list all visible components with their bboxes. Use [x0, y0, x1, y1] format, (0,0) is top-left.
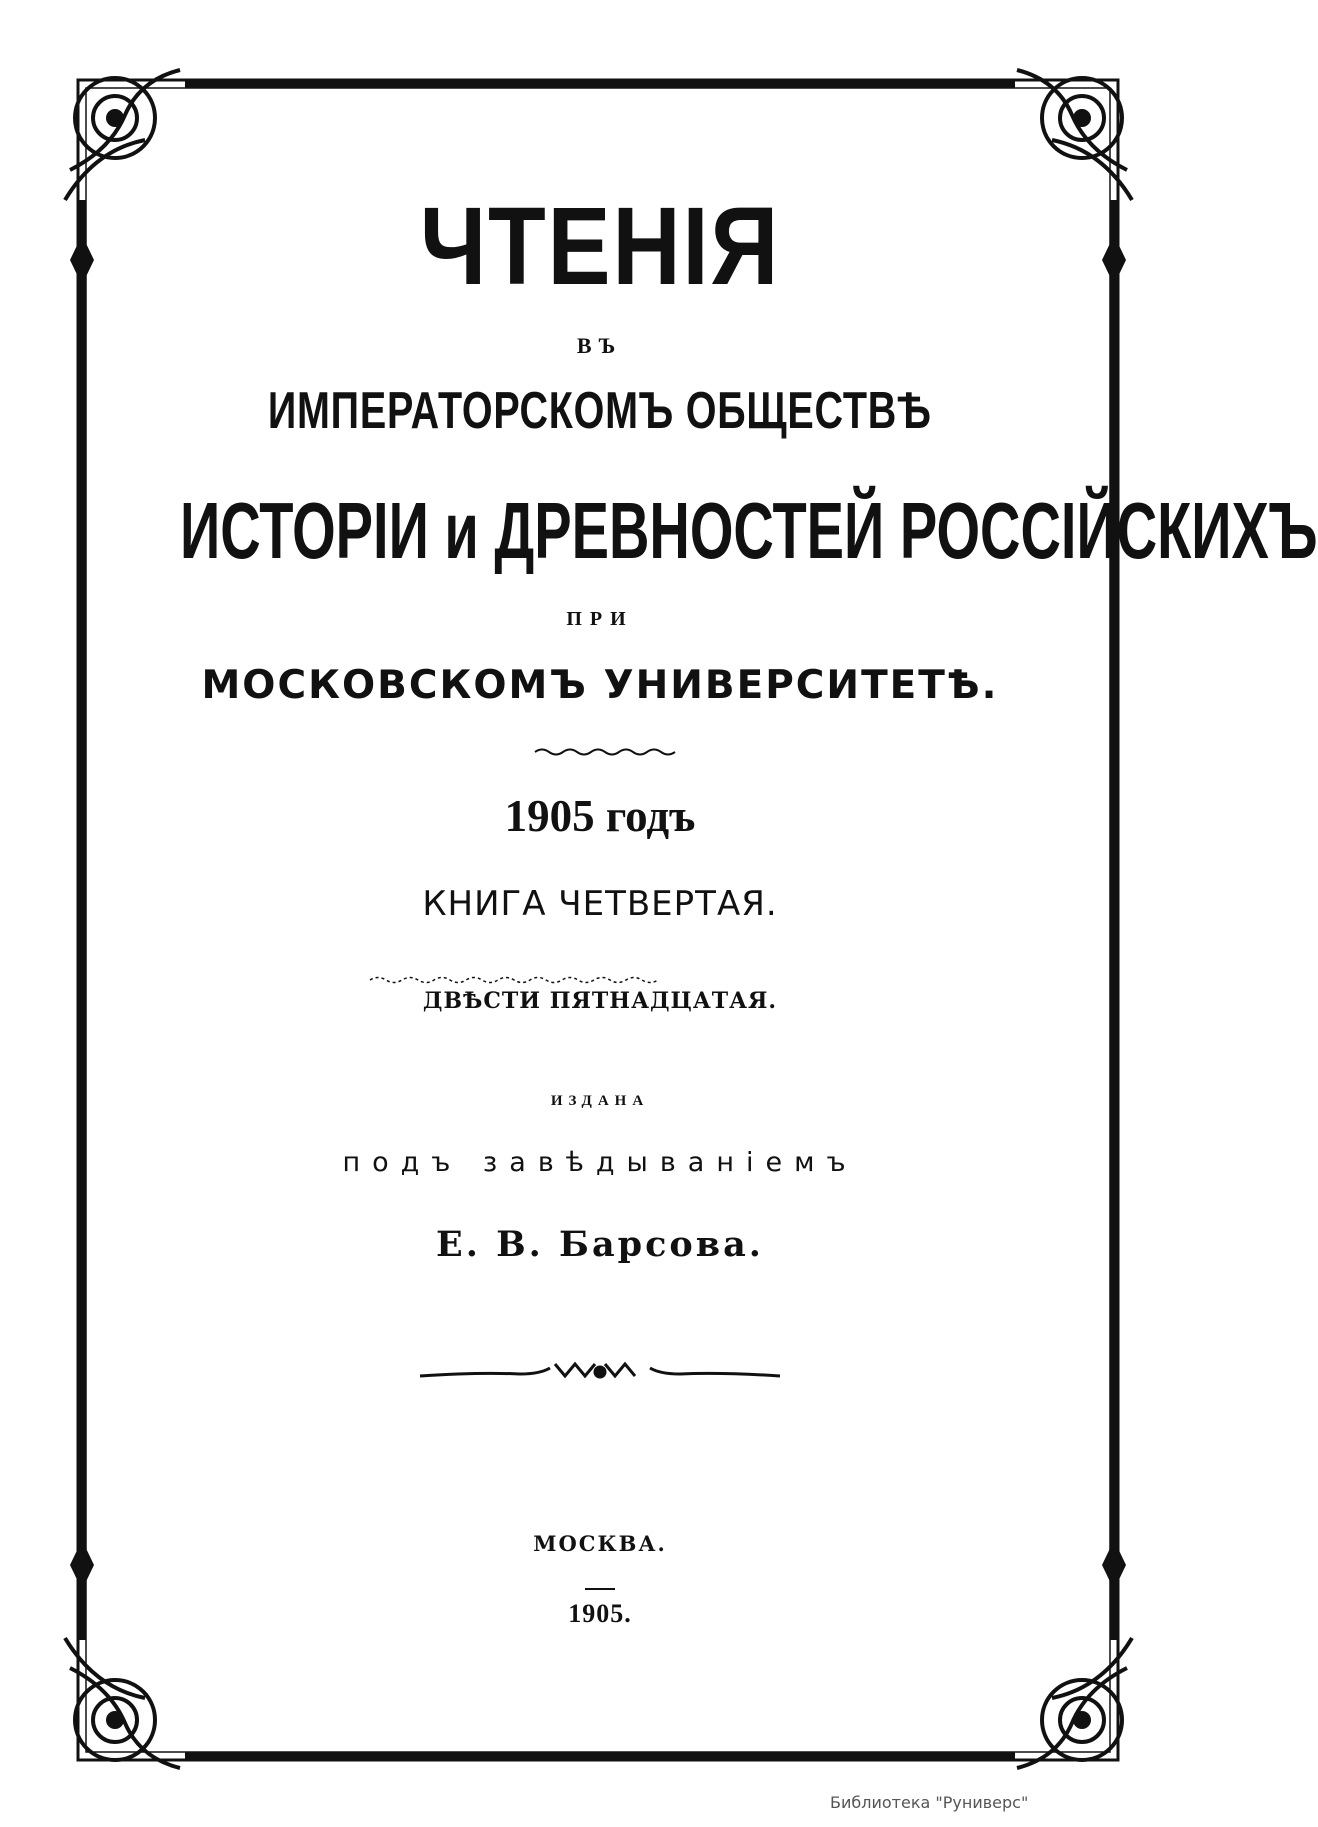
title-chteniya: ЧТЕНІЯ [419, 185, 781, 308]
izdana-line: ИЗДАНА [550, 1093, 650, 1109]
editorship-line: подъ завѣдываніемъ [342, 1147, 858, 1178]
book-number: ДВѢСТИ ПЯТНАДЦАТАЯ. [422, 988, 778, 1014]
editor-name: Е. В. Барсова. [436, 1224, 764, 1265]
corner-ornament-top-left [65, 70, 180, 200]
publication-city: МОСКВА. [533, 1531, 667, 1556]
book-line: КНИГА ЧЕТВЕРТАЯ. [422, 884, 778, 924]
pri-line: ПРИ [566, 608, 634, 630]
corner-ornament-top-right [1017, 70, 1132, 200]
preposition-v: ВЪ [576, 333, 624, 358]
dotted-rule [370, 978, 658, 983]
corner-ornament-bottom-left [65, 1638, 180, 1768]
society-line: ИМПЕРАТОРСКОМЪ ОБЩЕСТВѢ [267, 382, 933, 440]
flourish-divider [420, 1364, 780, 1377]
wavy-rule-small [535, 750, 675, 755]
university-line: МОСКОВСКОМЪ УНИВЕРСИТЕТѢ. [201, 663, 999, 708]
history-line: ИСТОРІИ и ДРЕВНОСТЕЙ РОССІЙСКИХЪ [180, 486, 1318, 575]
year-line: 1905 годъ [504, 791, 696, 841]
corner-ornament-bottom-right [1017, 1638, 1132, 1768]
library-watermark: Библиотека "Руниверс" [830, 1793, 1029, 1812]
publication-year: 1905. [568, 1599, 632, 1628]
